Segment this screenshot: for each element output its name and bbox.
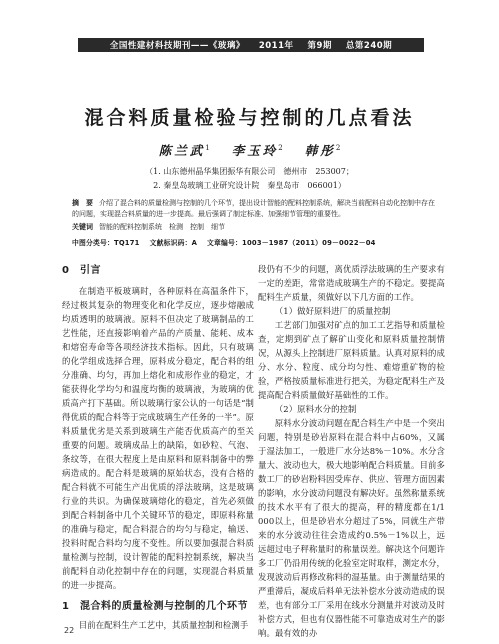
keywords-label: 关键词 xyxy=(72,223,93,231)
author-affil-mark: 2 xyxy=(278,143,283,152)
body-paragraph: 原料水分波动问题在配合料生产中是一个突出问题，特别是砂岩原料在混合料中占60%，又属于湿法加工，一般进厂水分达8%－10%。水分含量大、波动也大，极大地影响配合料质量。目前多数工厂的砂岩粉料因受库存、供应、管理方面因素的影响，水分波动问题没有解决好。虽然称量系统的技术水平有了很大的提高，秤的精度都在1/1 000以上，但是砂岩水分超过了5%，同就生产带来的水分波动往往会造成约0.5%－1%以上，远远超过电子秤称量时的称量误差。解决这个问题许多工厂仍沿用传统的化验室定时取样，测定水分，发现波动后再修改称料的湿基量。由于测量结果的严重滞后，凝成后料单无法补偿水分波动造成的误差，也有部分工厂采用在线水分测量并对波动及时补偿方式，但也有仪器性能不可靠造成对生产的影响。最有效的办 xyxy=(258,418,445,638)
article-title: 混合料质量检验与控制的几点看法 xyxy=(84,107,415,129)
page-number: 22 xyxy=(64,626,75,635)
body-paragraph: 目前在配料生产工艺中，其质量控制和检测手 xyxy=(78,620,249,630)
author-name: 韩彤 xyxy=(304,143,336,158)
body-paragraph: 段仍有不少的问题，离优质浮法玻璃的生产要求有一定的差距，常常造成玻璃生产的不稳定。要提高配料生产质量，须做好以下几方面的工作。 xyxy=(258,264,445,302)
section-heading: 1 混合料的质量检测与控制的几个环节 xyxy=(62,601,248,612)
clc-number: 中图分类号：TQ171 xyxy=(72,239,140,247)
article-number: 文章编号：1003－1987（2011）09－0022－04 xyxy=(207,239,376,247)
left-column xyxy=(62,262,254,632)
keywords-text: 智能的配料控制系统 检测 控制 细节 xyxy=(99,223,225,231)
author-list xyxy=(0,141,499,159)
abstract-text: 介绍了混合料的质量检测与控制的几个环节，提出设计智能的配料控制系统，解决当前配料自动化控制中存在 xyxy=(99,199,435,207)
subsection-heading: （2）原料水分的控制 xyxy=(274,404,357,414)
journal-year: 2011年 xyxy=(258,41,294,51)
keywords xyxy=(72,222,452,233)
abstract-text: 的问题，实现混合料质量的进一步提高。最后强调了制定标准、加强细节管理的重要性。 xyxy=(72,210,345,218)
author-affil-mark: 2 xyxy=(335,143,341,152)
affiliation-line: （1. 山东德州晶华集团振华有限公司 德州市 253007； xyxy=(145,167,354,176)
section-heading: 0 引言 xyxy=(62,265,101,276)
author-name: 陈兰武 xyxy=(158,143,206,158)
author-affil-mark: 1 xyxy=(205,143,210,152)
document-code: 文献标识码：A xyxy=(149,239,198,247)
subsection-heading: （1）做好原料进厂的质量控制 xyxy=(274,306,391,316)
journal-banner xyxy=(78,38,424,52)
body-paragraph: 工艺部门加强对矿点的加工工艺指导和质量检查，定期到矿点了解矿山变化和原料质量控制情况，从源头上控制进厂原料质量。认真对原料的成分、水分、粒度、成分均匀性、难熔重矿物的检验，严格按质量标准进行把关，为稳定配料生产及提高配合料质量做好基础性的工作。 xyxy=(258,320,445,400)
abstract xyxy=(72,198,452,220)
abstract-label: 摘 要 xyxy=(72,199,93,207)
affiliation-line: 2. 秦皇岛玻璃工业研究设计院 秦皇岛市 066001） xyxy=(153,181,346,190)
right-column xyxy=(258,262,445,640)
author-name: 李玉玲 xyxy=(231,143,279,158)
classification-line xyxy=(72,237,452,247)
journal-issue: 第9期 xyxy=(307,41,332,51)
body-paragraph: 在制造平板玻璃时，各种原料在高温条件下，经过极其复杂的物理变化和化学反应，逐步熔融成均质透明的玻璃液。原料不但决定了玻璃制品的工艺性能，还直接影响着产品的产质量、能耗、成本和熔窑寿命等各项经济技术指标。因此，只有玻璃的化学组成选择合理，原料成分稳定，配合料的组分准确、均匀，再加上熔化和成形作业的稳定，才能获得化学均匀和温度均衡的玻璃液，为玻璃的优质高产打下基础。所以玻璃行家公认的一句话是“制得优质的配合料等于完成玻璃生产任务的一半”。原料质量优劣是关系到玻璃生产能否优质高产的至关重要的问题。玻璃成品上的缺陷，如砂粒、气泡、条纹等，在很大程度上是由原料和原料制备中的弊病造成的。配合料是玻璃的原始状态，没有合格的配合料就不可能生产出优质的浮法玻璃，这是玻璃行业的共识。为确保玻璃熔化的稳定，首先必须做到配合料制备中几个关键环节的稳定，即原料称量的准确与稳定，配合料混合的均匀与稳定，输送、投料时配合料均匀度不变性。所以要加强混合料质量检测与控制，设计智能的配料控制系统，解决当前配料自动化控制中存在的问题，实现混合料质量的进一步提高。 xyxy=(62,286,254,590)
journal-name: 全国性建材科技期刊——《玻璃》 xyxy=(109,41,245,51)
journal-total-issue: 总第240期 xyxy=(345,41,393,51)
